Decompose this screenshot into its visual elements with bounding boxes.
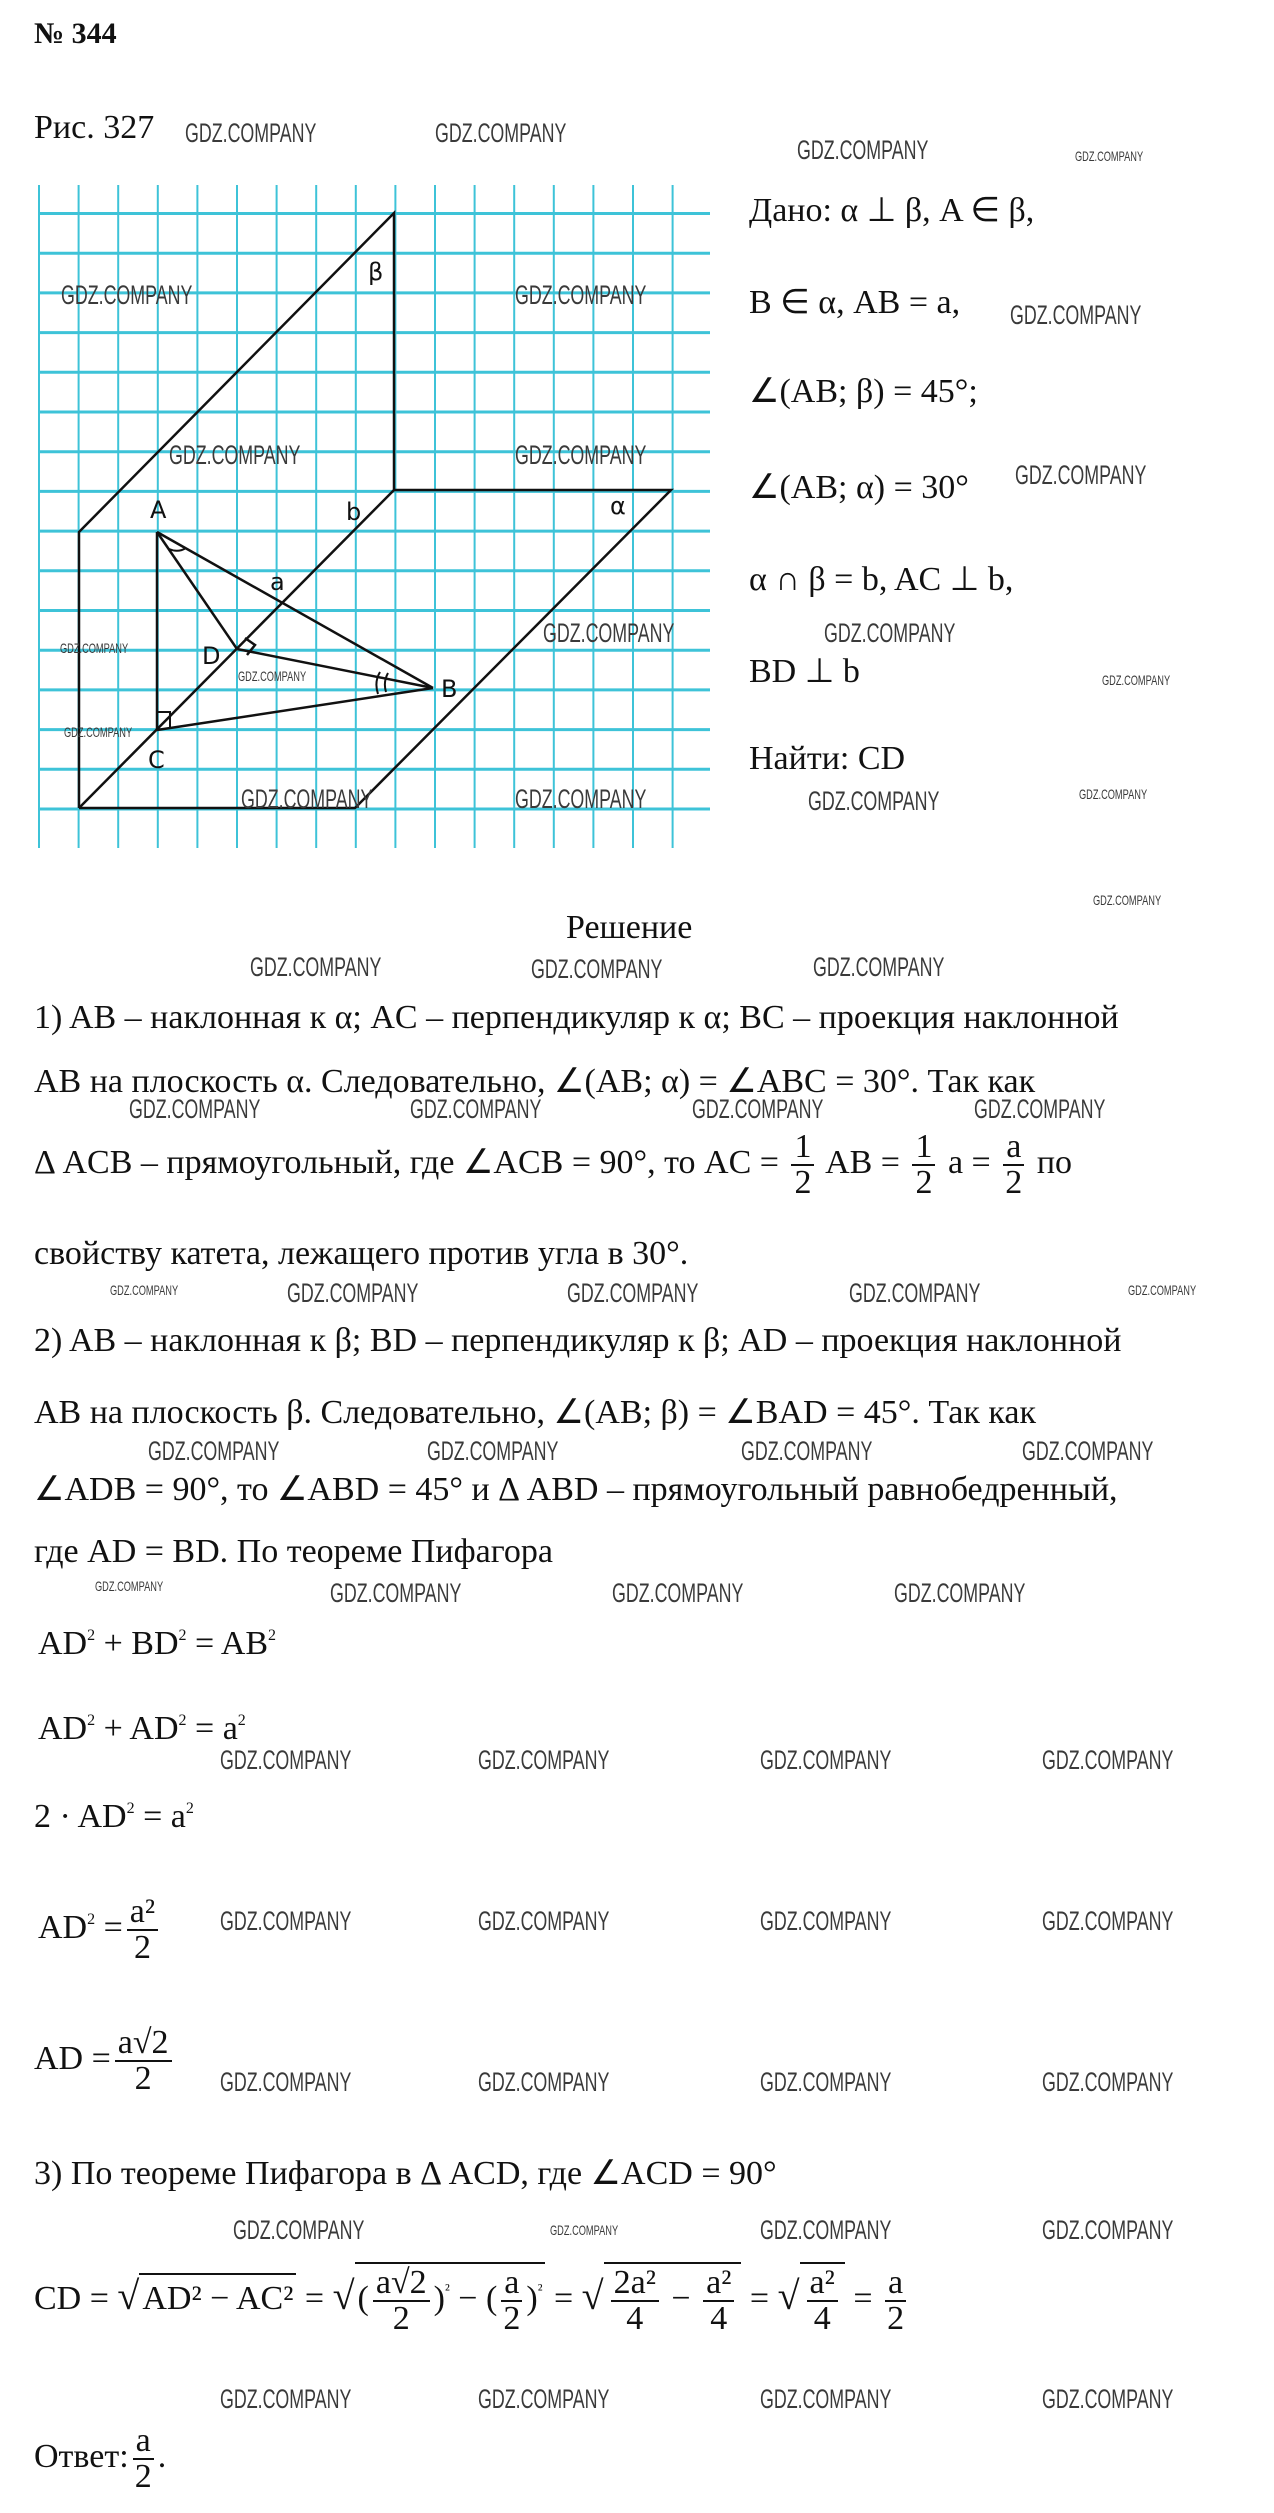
sqrt: √( $\frac{a√2}{2}$ )$^{^2}$ − ( $\frac{a}{2}$ )$^{^2}$ [333, 2262, 546, 2336]
numerator: a [1003, 1130, 1024, 1166]
numerator: a [501, 2266, 522, 2302]
watermark: GDZ.COMPANY [148, 1436, 280, 1466]
solution-line: 1) AB – наклонная к α; AC – перпендикуляр к α; BC – проекция наклонной [34, 999, 1119, 1036]
watermark: GDZ.COMPANY [330, 1578, 462, 1608]
watermark: GDZ.COMPANY [1042, 2067, 1174, 2097]
numerator: a [885, 2266, 906, 2302]
equals: = [749, 2279, 770, 2317]
watermark: GDZ.COMPANY [427, 1436, 559, 1466]
angle-arc-a [169, 548, 186, 551]
watermark: GDZ.COMPANY [233, 2215, 365, 2245]
label-a-segment: a [270, 568, 285, 596]
watermark: GDZ.COMPANY [435, 118, 567, 148]
watermark: GDZ.COMPANY [894, 1578, 1026, 1608]
exponent: 2 [268, 1627, 277, 1644]
watermark: GDZ.COMPANY [478, 2067, 610, 2097]
denominator: 2 [134, 2060, 152, 2097]
given-line: BD ⊥ b [749, 653, 860, 690]
solution-line: 3) По теореме Пифагора в Δ ACD, где ∠ACD = 90° [34, 2155, 777, 2192]
period: . [157, 2437, 167, 2475]
numerator: 1 [912, 1130, 935, 1166]
radicand [604, 2262, 742, 2336]
watermark: GDZ.COMPANY [61, 280, 193, 310]
watermark: GDZ.COMPANY [1010, 300, 1142, 330]
term: AD [38, 1625, 88, 1662]
text: по [1036, 1143, 1073, 1181]
fraction [1003, 1130, 1024, 1200]
equation-1 [38, 1616, 276, 1664]
watermark: GDZ.COMPANY [1042, 2215, 1174, 2245]
watermark: GDZ.COMPANY [478, 1745, 610, 1775]
watermark: GDZ.COMPANY [760, 2067, 892, 2097]
fraction [373, 2266, 430, 2336]
watermark: GDZ.COMPANY [543, 618, 675, 648]
watermark: GDZ.COMPANY [760, 1745, 892, 1775]
denominator: 2 [134, 2458, 152, 2495]
watermark: GDZ.COMPANY [1075, 148, 1144, 164]
watermark: GDZ.COMPANY [797, 135, 929, 165]
watermark: GDZ.COMPANY [849, 1278, 981, 1308]
solution-heading: Решение [566, 909, 693, 946]
given-line: B ∈ α, AB = a, [749, 284, 961, 321]
denominator: 4 [710, 2300, 728, 2337]
term: = a [186, 1710, 238, 1747]
solution-line [34, 1130, 1072, 1200]
numerator: 1 [791, 1130, 814, 1166]
label-alpha: α [610, 492, 626, 520]
label-a-point: A [150, 496, 167, 524]
watermark: GDZ.COMPANY [760, 2215, 892, 2245]
watermark: GDZ.COMPANY [169, 440, 301, 470]
watermark: GDZ.COMPANY [824, 618, 956, 648]
fraction [703, 2266, 734, 2336]
sqrt: √AD² − AC² [117, 2273, 296, 2321]
label-c-point: C [148, 746, 165, 774]
watermark: GDZ.COMPANY [1022, 1436, 1154, 1466]
denominator: 2 [392, 2300, 410, 2337]
equation-2 [38, 1701, 246, 1749]
watermark: GDZ.COMPANY [95, 1578, 164, 1594]
radicand: AD² − AC² [139, 2273, 296, 2321]
sqrt: √ $\frac{\text{a²}}{4}$ [778, 2262, 845, 2336]
exponent: 2 [87, 1712, 96, 1729]
minus: − [458, 2279, 478, 2317]
numerator: a² [807, 2266, 838, 2302]
equals: = [304, 2279, 325, 2317]
watermark: GDZ.COMPANY [515, 440, 647, 470]
watermark: GDZ.COMPANY [515, 784, 647, 814]
given-line: Дано: α ⊥ β, A ∈ β, [749, 192, 1035, 229]
text: AB = [825, 1143, 900, 1181]
fraction [912, 1130, 935, 1200]
watermark: GDZ.COMPANY [974, 1094, 1106, 1124]
sqrt: √ $\frac{\text{2a²}}{4}$ − $\frac{\text{a²}}{4}$ [582, 2262, 742, 2336]
solution-line: ∠ADB = 90°, то ∠ABD = 45° и Δ ABD – прямоугольный равнобедренный, [34, 1471, 1118, 1508]
label-beta: β [368, 258, 384, 286]
term: AD = [34, 2039, 111, 2077]
text: Δ ACB – прямоугольный, где ∠ACB = 90°, то AC = [34, 1143, 779, 1181]
term: + BD [95, 1625, 179, 1662]
watermark: GDZ.COMPANY [808, 786, 940, 816]
term: AD [38, 1908, 88, 1946]
watermark: GDZ.COMPANY [238, 668, 307, 684]
given-line: ∠(AB; β) = 45°; [749, 373, 978, 410]
watermark: GDZ.COMPANY [185, 118, 317, 148]
watermark: GDZ.COMPANY [220, 1906, 352, 1936]
numerator: a√2 [373, 2266, 430, 2302]
cd-equation [34, 2262, 910, 2336]
equation-4 [38, 1895, 162, 1965]
watermark: GDZ.COMPANY [550, 2222, 619, 2238]
find-line: Найти: CD [749, 740, 906, 777]
watermark: GDZ.COMPANY [410, 1094, 542, 1124]
term: = [95, 1908, 123, 1946]
equals: = [553, 2279, 574, 2317]
numerator: a² [703, 2266, 734, 2302]
denominator: 2 [133, 1929, 151, 1966]
exponent: ² [444, 2281, 450, 2299]
exponent: 2 [178, 1627, 187, 1644]
watermark: GDZ.COMPANY [692, 1094, 824, 1124]
solution-line: 2) AB – наклонная к β; BD – перпендикуляр к β; AD – проекция наклонной [34, 1322, 1122, 1359]
watermark: GDZ.COMPANY [1079, 786, 1148, 802]
watermark: GDZ.COMPANY [1093, 892, 1162, 908]
numerator: 2a² [611, 2266, 659, 2302]
text: a = [947, 1143, 991, 1181]
denominator: 4 [813, 2300, 831, 2337]
given-line: ∠(AB; α) = 30° [749, 469, 969, 506]
watermark: GDZ.COMPANY [64, 724, 133, 740]
solution-line: где AD = BD. По теореме Пифагора [34, 1533, 553, 1570]
solution-line: свойству катета, лежащего против угла в 30°. [34, 1235, 689, 1272]
fraction [501, 2266, 522, 2336]
answer [34, 2424, 166, 2494]
exponent: ² [537, 2281, 543, 2299]
watermark: GDZ.COMPANY [1102, 672, 1171, 688]
fraction [115, 2026, 172, 2096]
watermark: GDZ.COMPANY [531, 954, 663, 984]
radicand: ( $\frac{a√2}{2}$ )$^{^2}$ − ( $\frac{a}{2}$ )$^{^2}$ [355, 2262, 546, 2336]
numerator: a [133, 2424, 154, 2460]
watermark: GDZ.COMPANY [287, 1278, 419, 1308]
exponent: 2 [237, 1712, 246, 1729]
label-b-line: b [346, 498, 362, 526]
term: = a [134, 1798, 186, 1835]
exponent: 2 [178, 1712, 187, 1729]
denominator: 2 [887, 2300, 905, 2337]
denominator: 4 [626, 2300, 644, 2337]
exponent: 2 [185, 1800, 194, 1817]
solution-line: AB на плоскость β. Следовательно, ∠(AB; β) = ∠BAD = 45°. Так как [34, 1394, 1036, 1431]
watermark: GDZ.COMPANY [478, 2384, 610, 2414]
term: = AB [186, 1625, 269, 1662]
equals: = [853, 2279, 873, 2317]
denominator: 2 [503, 2300, 521, 2337]
watermark: GDZ.COMPANY [612, 1578, 744, 1608]
exponent: 2 [87, 1627, 96, 1644]
watermark: GDZ.COMPANY [110, 1282, 179, 1298]
watermark: GDZ.COMPANY [220, 2067, 352, 2097]
exponent: 2 [126, 1800, 135, 1817]
denominator: 2 [794, 1164, 812, 1201]
watermark: GDZ.COMPANY [60, 640, 129, 656]
watermark: GDZ.COMPANY [813, 952, 945, 982]
term: CD = [34, 2279, 109, 2317]
label-d-point: D [202, 642, 221, 670]
equation-3 [34, 1789, 194, 1837]
numerator: a² [127, 1895, 158, 1931]
watermark: GDZ.COMPANY [129, 1094, 261, 1124]
radicand [800, 2262, 845, 2336]
term: 2 · AD [34, 1798, 127, 1835]
figure-caption: Рис. 327 [34, 109, 155, 146]
numerator: a√2 [115, 2026, 172, 2062]
watermark: GDZ.COMPANY [1015, 460, 1147, 490]
watermark: GDZ.COMPANY [567, 1278, 699, 1308]
fraction [885, 2266, 906, 2336]
watermark: GDZ.COMPANY [760, 1906, 892, 1936]
watermark: GDZ.COMPANY [515, 280, 647, 310]
label-b-point: B [441, 675, 458, 703]
given-line: α ∩ β = b, AC ⊥ b, [749, 561, 1014, 598]
equation-5 [34, 2026, 176, 2096]
watermark: GDZ.COMPANY [1042, 1745, 1174, 1775]
watermark: GDZ.COMPANY [760, 2384, 892, 2414]
minus: − [671, 2279, 691, 2317]
fraction [133, 2424, 154, 2494]
watermark: GDZ.COMPANY [250, 952, 382, 982]
watermark: GDZ.COMPANY [241, 784, 373, 814]
watermark: GDZ.COMPANY [741, 1436, 873, 1466]
problem-number: № 344 [34, 17, 117, 50]
exponent: 2 [87, 1910, 96, 1928]
fraction [611, 2266, 659, 2336]
denominator: 2 [1005, 1164, 1023, 1201]
term: AD [38, 1710, 88, 1747]
fraction [791, 1130, 814, 1200]
watermark: GDZ.COMPANY [1128, 1282, 1197, 1298]
watermark: GDZ.COMPANY [1042, 1906, 1174, 1936]
watermark: GDZ.COMPANY [478, 1906, 610, 1936]
denominator: 2 [915, 1164, 933, 1201]
solution-line: AB на плоскость α. Следовательно, ∠(AB; α) = ∠ABC = 30°. Так как [34, 1063, 1036, 1100]
watermark: GDZ.COMPANY [220, 1745, 352, 1775]
term: + AD [95, 1710, 179, 1747]
watermark: GDZ.COMPANY [220, 2384, 352, 2414]
watermark: GDZ.COMPANY [1042, 2384, 1174, 2414]
fraction [127, 1895, 158, 1965]
answer-label: Ответ: [34, 2437, 129, 2475]
fraction [807, 2266, 838, 2336]
